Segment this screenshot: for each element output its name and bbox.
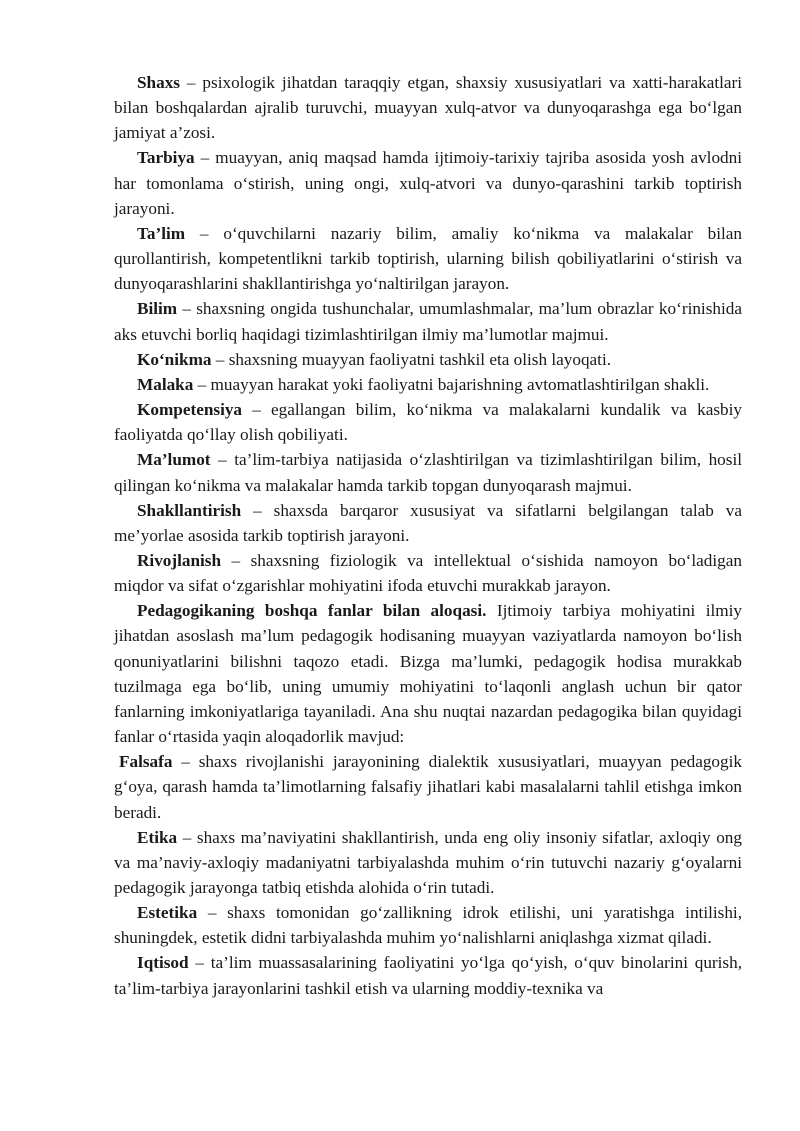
term-kompetensiya: Kompetensiya (137, 400, 243, 420)
definition-text-rivojlanish: – shaxsning fiziologik va intellektual o‘sishida namoyon bo‘ladigan miqdor va sifat o‘zgarishlar mohiyatini ifoda etuvchi murakkab jarayon. (114, 550, 742, 596)
definition-text-shaxs: – psixologik jihatdan taraqqiy etgan, shaxsiy xususiyatlari va xatti-harakatlari bilan boshqalardan ajralib turuvchi, muayyan xulq-atvor va dunyoqarashga ega bo‘lgan jamiyat a’zosi. (114, 73, 742, 143)
section-pedagogy-relations (114, 598, 742, 749)
definition-konikma (114, 347, 742, 372)
term-shaxs: Shaxs (137, 73, 180, 92)
term-rivojlanish: Rivojlanish (137, 550, 222, 570)
definition-malumot (114, 447, 742, 497)
term-estetika: Estetika (137, 903, 198, 923)
definition-estetika (114, 900, 742, 950)
definition-kompetensiya (114, 397, 742, 447)
definition-shakllantirish (114, 498, 742, 548)
definition-text-etika: – shaxs ma’naviyatini shakllantirish, unda eng oliy insoniy sifatlar, axloqiy ong va ma’naviy-axloqiy madaniyatni tarbiyalashda muhim o‘rin tutuvchi nazariy g‘oyalarni pedagogik jarayonga tatbiq etishda alohida o‘rin tutadi. (114, 827, 742, 897)
definition-shaxs (114, 70, 742, 145)
section-heading: Pedagogikaning boshqa fanlar bilan aloqasi. (137, 601, 487, 621)
section-body-text: Ijtimoiy tarbiya mohiyatini ilmiy jihatdan asoslash ma’lum pedagogik hodisaning muayyan vaziyatlarda namoyon bo‘lish qonuniyatlarini bilishni taqozo etadi. Bizga ma’lumki, pedagogik hodisa murakkab tuzilmaga ega bo‘lib, uning umumiy mohiyatini to‘laqonli anglash uchun bir qator fanlarning imkoniyatlariga tayaniladi. Ana shu nuqtai nazardan pedagogika bilan quyidagi fanlar o‘rtasida yaqin aloqadorlik mavjud: (114, 601, 742, 747)
definition-text-bilim: – shaxsning ongida tushunchalar, umumlashmalar, ma’lum obrazlar ko‘rinishida aks etuvchi borliq haqidagi tizimlashtirilgan ilmiy ma’lumotlar majmui. (114, 299, 742, 344)
term-malaka: Malaka (137, 374, 194, 394)
definition-tarbiya (114, 145, 742, 220)
document-page (114, 70, 742, 1001)
definition-talim (114, 221, 742, 296)
term-bilim: Bilim (137, 299, 178, 319)
definition-text-malumot: – ta’lim-tarbiya natijasida o‘zlashtirilgan va tizimlashtirilgan bilim, hosil qilingan ko‘nikma va malakalar hamda tarkib topgan dunyoqarash majmui. (114, 450, 742, 495)
definition-text-tarbiya: – muayyan, aniq maqsad hamda ijtimoiy-tarixiy tajriba asosida yosh avlodni har tomonlama o‘stirish, uning ongi, xulq-atvori va dunyo-qarashini tarkib toptirish jarayoni. (114, 148, 742, 218)
definition-text-malaka: – muayyan harakat yoki faoliyatni bajarishning avtomatlashtirilgan shakli. (193, 374, 710, 394)
term-konikma: Ko‘nikma (137, 349, 212, 369)
term-malumot: Ma’lumot (137, 450, 211, 470)
definition-text-iqtisod: – ta’lim muassasalarining faoliyatini yo‘lga qo‘yish, o‘quv binolarini qurish, ta’lim-tarbiya jarayonlarini tashkil etish va ularning moddiy-texnika va (114, 953, 742, 998)
definition-malaka (114, 372, 742, 397)
definition-iqtisod (114, 950, 742, 1000)
definition-falsafa (114, 749, 742, 824)
term-iqtisod: Iqtisod (137, 953, 189, 973)
term-etika: Etika (137, 827, 178, 847)
term-tarbiya: Tarbiya (137, 148, 195, 168)
definition-text-kompetensiya: – egallangan bilim, ko‘nikma va malakalarni kundalik va kasbiy faoliyatda qo‘llay olish qobiliyati. (114, 400, 742, 445)
definition-rivojlanish (114, 548, 742, 598)
definition-text-falsafa: – shaxs rivojlanishi jarayonining dialektik xususiyatlari, muayyan pedagogik g‘oya, qarash hamda ta’limotlarning falsafiy jihatlari kabi masalalarni tahlil etishga imkon beradi. (114, 752, 742, 822)
term-shakllantirish: Shakllantirish (137, 500, 242, 520)
definition-bilim (114, 296, 742, 346)
term-falsafa: Falsafa (119, 752, 173, 772)
definition-text-estetika: – shaxs tomonidan go‘zallikning idrok etilishi, uni yaratishga intilishi, shuningdek, estetik didni tarbiyalashda muhim yo‘nalishlarni aniqlashga xizmat qiladi. (114, 903, 742, 948)
definition-text-shakllantirish: – shaxsda barqaror xususiyat va sifatlarni belgilangan talab va me’yorlae asosida tarkib toptirish jarayoni. (114, 500, 742, 545)
definition-etika (114, 825, 742, 900)
definition-text-konikma: – shaxsning muayyan faoliyatni tashkil eta olish layoqati. (211, 349, 612, 369)
term-talim: Ta’lim (137, 223, 186, 243)
definition-text-talim: – o‘quvchilarni nazariy bilim, amaliy ko‘nikma va malakalar bilan qurollantirish, kompetentlikni tarkib toptirish, ularning bilish qobiliyatlarini o‘stirish va dunyoqarashlarini shakllantirishga yo‘naltirilgan jarayon. (114, 223, 742, 294)
